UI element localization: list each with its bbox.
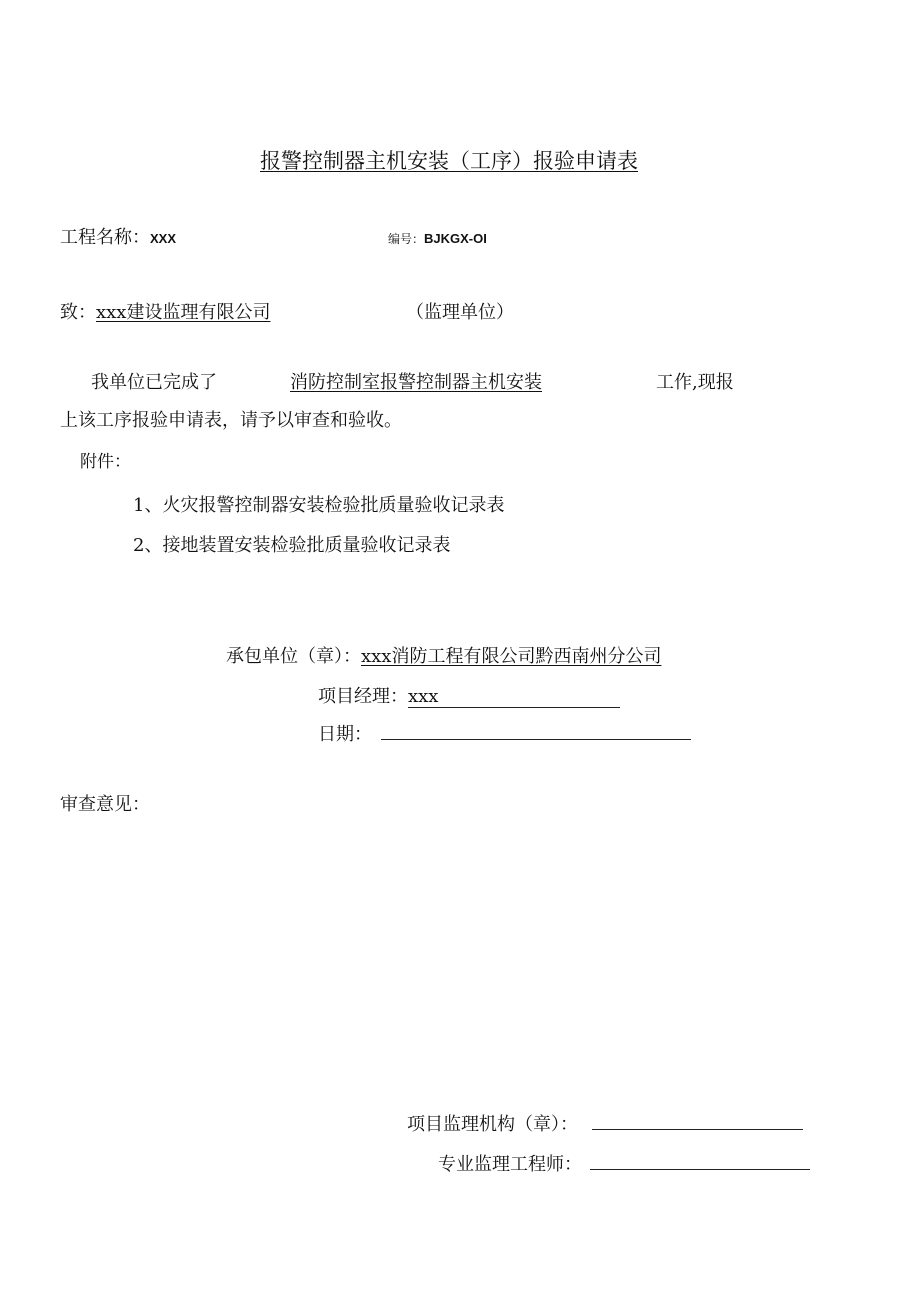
engineer-line [438,1150,810,1176]
project-manager-line [318,682,620,708]
body-suffix: 工作,现报 [656,372,734,393]
recipient-prefix: 致： [60,302,96,323]
attachments-label: 附件： [80,452,131,472]
document-title: 报警控制器主机安装（工序）报验申请表 [260,149,638,173]
contractor-line [226,642,661,668]
body-line-2: 上该工序报验申请表，请予以审查和验收。 [60,410,402,431]
date-label: 日期： [318,724,372,745]
form-number [388,228,487,247]
attachment-item: 1、火灾报警控制器安装检验批质量验收记录表 [133,495,505,516]
project-manager-field[interactable] [408,686,620,708]
attachment-item: 2、接地装置安装检验批质量验收记录表 [133,535,451,556]
project-name [60,223,176,249]
recipient-unit-type: （监理单位） [406,302,514,323]
engineer-field[interactable] [590,1151,810,1170]
date-line [318,720,691,746]
date-field[interactable] [381,721,691,740]
form-number-label: 编号： [388,232,425,246]
work-item: 消防控制室报警控制器主机安装 [290,372,542,393]
supervision-org-line [407,1110,803,1136]
project-manager-value: xxx [408,686,439,707]
contractor-value: xxx消防工程有限公司黔西南州分公司 [361,646,662,667]
contractor-label: 承包单位（章）： [226,646,361,667]
project-manager-label: 项目经理： [318,686,408,707]
supervision-org-field[interactable] [592,1111,803,1130]
review-label: 审查意见： [60,794,150,815]
supervision-org-label: 项目监理机构（章）： [407,1114,578,1135]
project-name-label: 工程名称： [60,227,150,248]
body-intro: 我单位已完成了 [91,372,217,393]
engineer-label: 专业监理工程师： [438,1154,582,1175]
project-name-value: XXX [150,231,177,246]
recipient-line [60,298,270,324]
form-number-value: BJKGX-OI [424,231,487,246]
recipient-unit-name: xxx建设监理有限公司 [96,302,271,323]
